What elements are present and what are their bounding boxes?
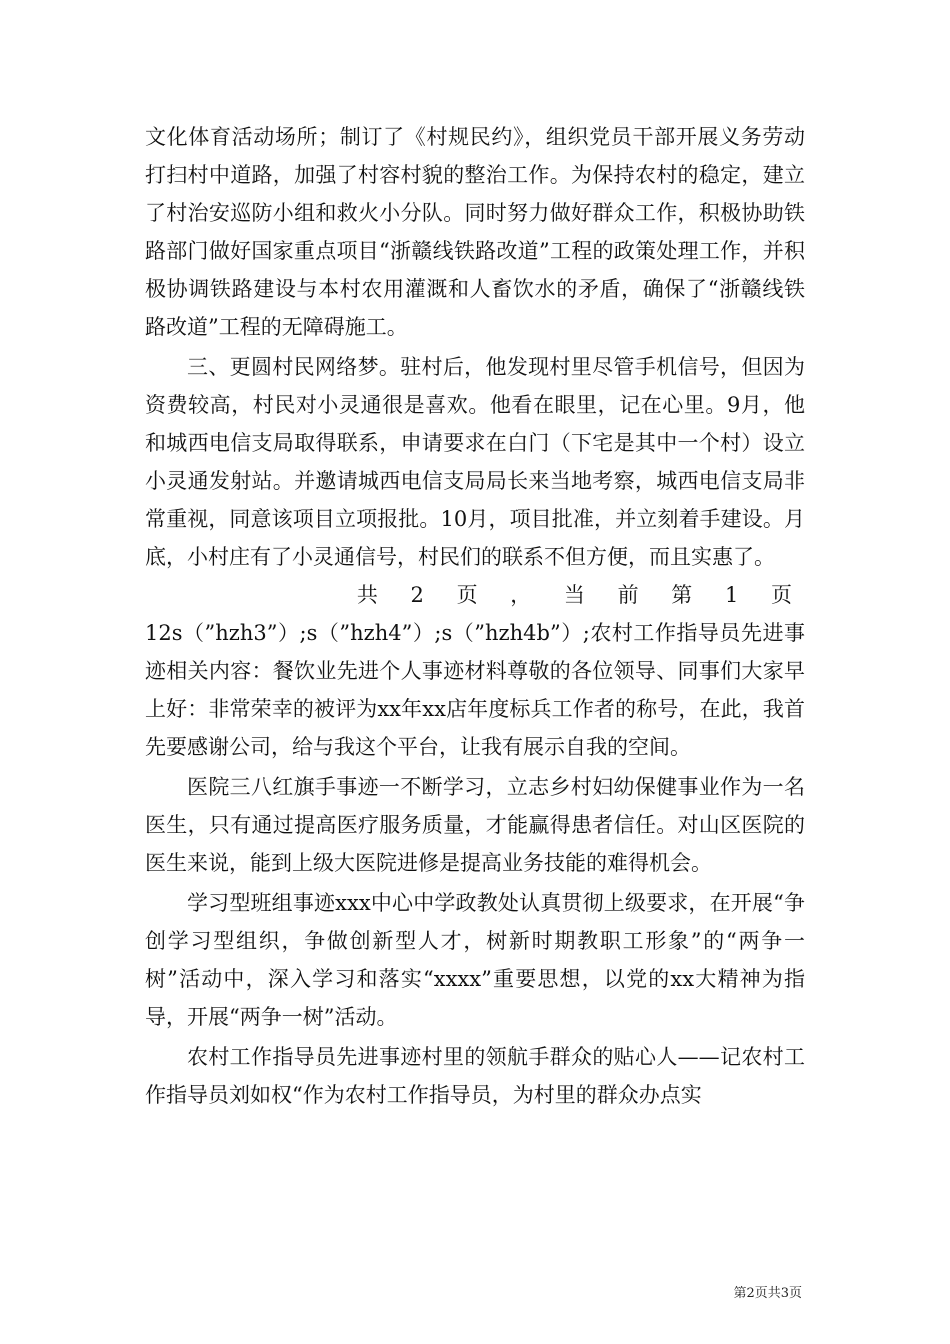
paragraph-5: 学习型班组事迹xxx中心中学政教处认真贯彻上级要求，在开展“争创学习型组织，争做创新型人才，树新时期教职工形象”的“两争一树”活动中，深入学习和落实“xxxx”重要思想，以党的xx大精神为指导，开展“两争一树”活动。 — [145, 891, 805, 1029]
page-indicator-text: 共 2 页 ， 当 前 第 1 页 — [356, 583, 805, 607]
paragraph-3: 12s（”hzh3”）;s（”hzh4”）;s（”hzh4b”）;农村工作指导员先进事迹相关内容：餐饮业先进个人事迹材料尊敬的各位领导、同事们大家早上好：非常荣幸的被评为xx年xx店年度标兵工作者的称号，在此，我首先要感谢公司，给与我这个平台，让我有展示自我的空间。 — [145, 621, 805, 759]
paragraph-6: 农村工作指导员先进事迹村里的领航手群众的贴心人——记农村工作指导员刘如权“作为农村工作指导员，为村里的群众办点实 — [145, 1045, 805, 1107]
paragraph-1: 文化体育活动场所；制订了《村规民约》，组织党员干部开展义务劳动打扫村中道路，加强了村容村貌的整治工作。为保持农村的稳定，建立了村治安巡防小组和救火小分队。同时努力做好群众工作，积极协助铁路部门做好国家重点项目“浙赣线铁路改道”工程的政策处理工作，并积极协调铁路建设与本村农用灌溉和人畜饮水的矛盾，确保了“浙赣线铁路改道”工程的无障碍施工。 — [145, 125, 805, 339]
paragraph-4: 医院三八红旗手事迹一不断学习，立志乡村妇幼保健事业作为一名医生，只有通过提高医疗服务质量，才能赢得患者信任。对山区医院的医生来说，能到上级大医院进修是提高业务技能的难得机会。 — [145, 775, 805, 875]
page-footer: 第2页共3页 — [733, 1286, 802, 1301]
document-page — [145, 118, 805, 1114]
page-indicator — [145, 576, 805, 614]
paragraph-2: 三、更圆村民网络梦。驻村后，他发现村里尽管手机信号，但因为资费较高，村民对小灵通很是喜欢。他看在眼里，记在心里。9月，他和城西电信支局取得联系，申请要求在白门（下宅是其中一个村）设立小灵通发射站。并邀请城西电信支局局长来当地考察，城西电信支局非常重视，同意该项目立项报批。10月，项目批准，并立刻着手建设。月底，小村庄有了小灵通信号，村民们的联系不但方便，而且实惠了。 — [145, 355, 805, 569]
